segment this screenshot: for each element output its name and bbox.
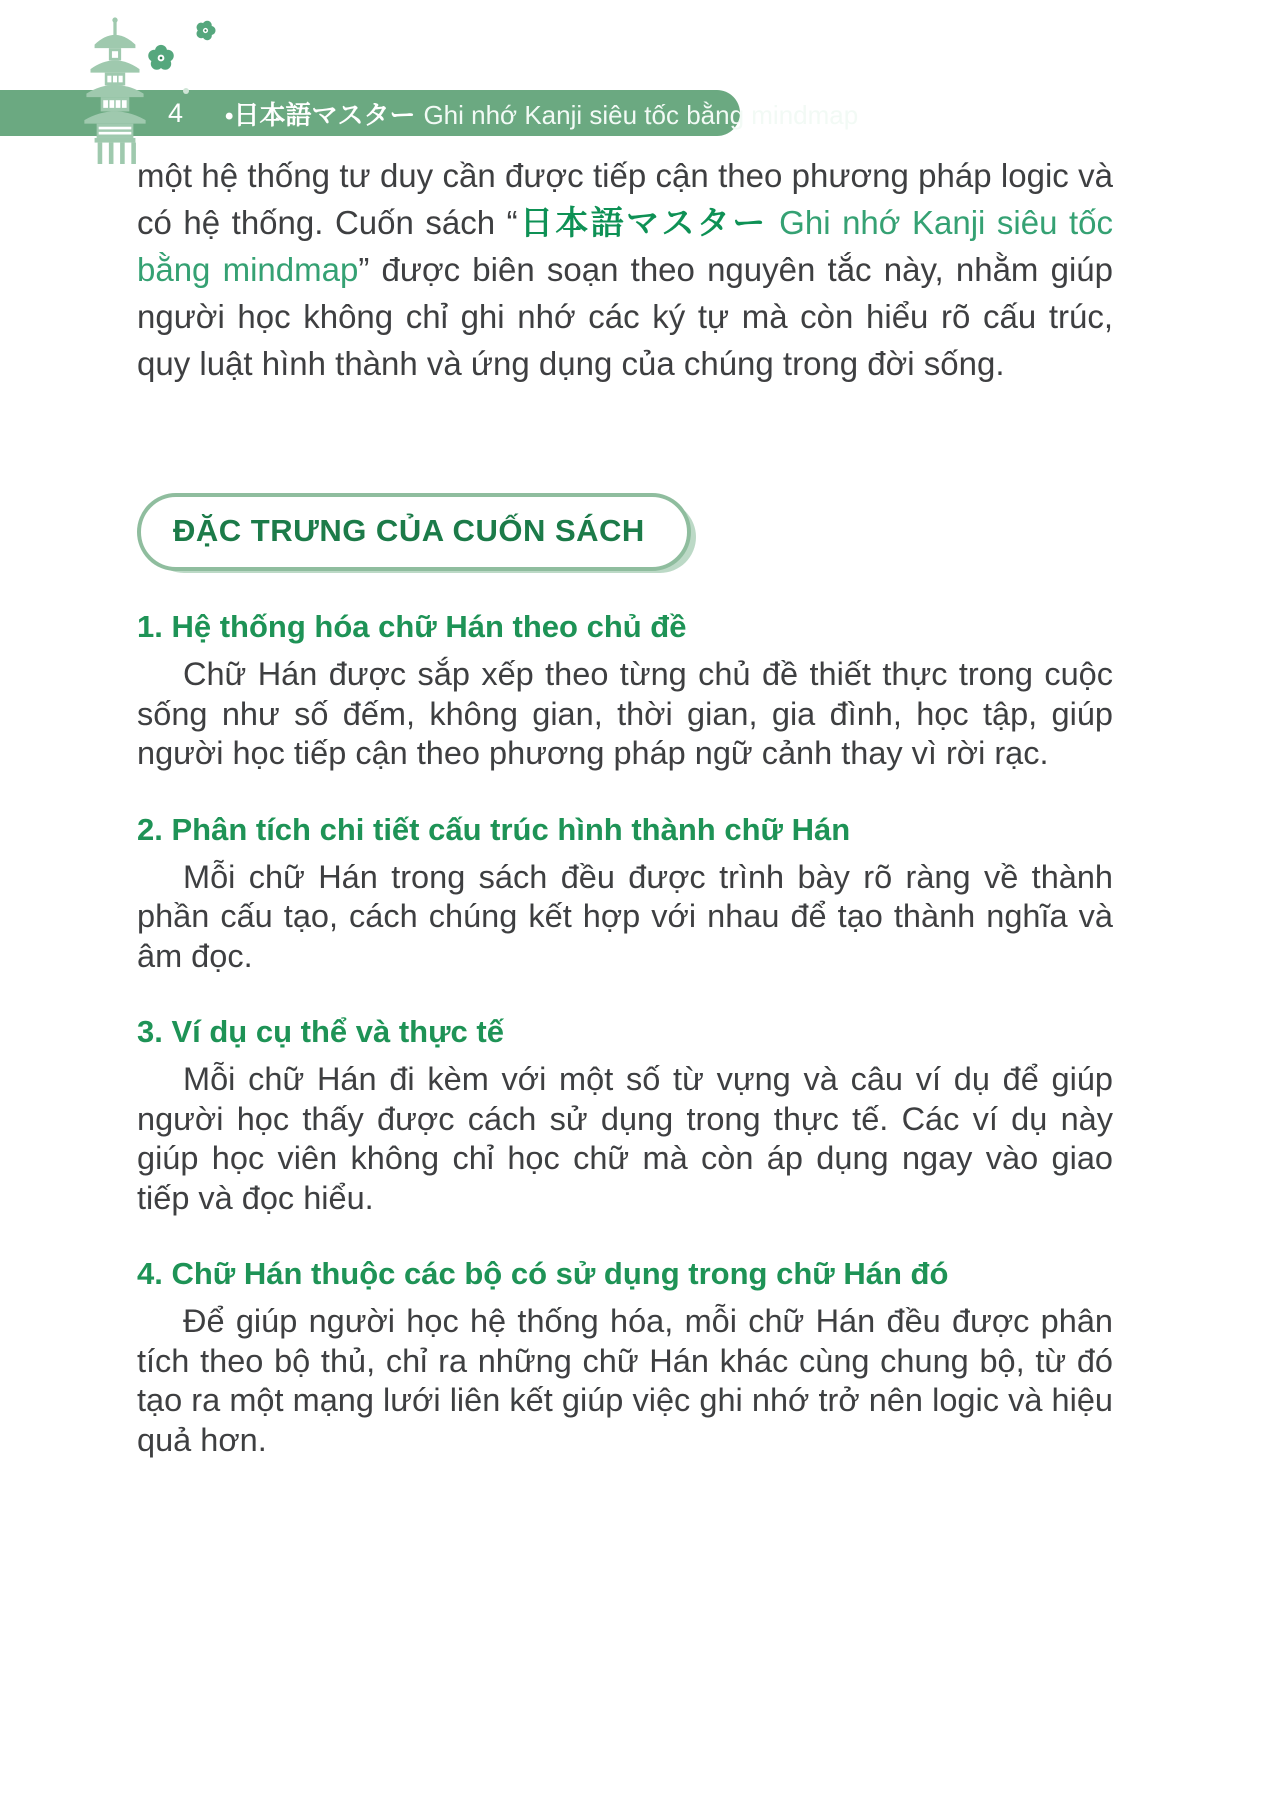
section-3-heading: 3. Ví dụ cụ thể và thực tế	[137, 1014, 504, 1049]
section-3	[137, 1014, 1113, 1218]
section-1-heading: 1. Hệ thống hóa chữ Hán theo chủ đề	[137, 609, 687, 644]
page-number: 4	[168, 97, 184, 128]
section-2-heading: 2. Phân tích chi tiết cấu trúc hình thành chữ Hán	[137, 811, 851, 847]
pagoda-icon	[84, 16, 146, 164]
section-3-body: Mỗi chữ Hán đi kèm với một số từ vựng và câu ví dụ để giúp người học thấy được cách sử dụng trong thực tế. Các ví dụ này giúp học viên không chỉ học chữ mà còn áp dụng ngay vào giao tiếp và đọc hiểu.	[137, 1061, 1113, 1216]
section-2-body: Mỗi chữ Hán trong sách đều được trình bày rõ ràng về thành phần cấu tạo, cách chúng kết hợp với nhau để tạo thành nghĩa và âm đọc.	[137, 858, 1113, 974]
page-content	[137, 152, 1113, 1460]
intro-text-before: một hệ thống tư duy cần được tiếp cận theo phương pháp logic và có hệ thống. Cuốn sách “	[137, 157, 1113, 241]
book-title-vietnamese: Ghi nhớ Kanji siêu tốc bằng mindmap	[137, 204, 1114, 288]
section-4-body: Để giúp người học hệ thống hóa, mỗi chữ Hán đều được phân tích theo bộ thủ, chỉ ra những chữ Hán khác cùng chung bộ, từ đó tạo ra một mạng lưới liên kết giúp việc ghi nhớ trở nên logic và hiệu quả hơn.	[137, 1303, 1113, 1458]
running-head-kanji: 日本語マスター	[233, 99, 416, 130]
flower-icon	[191, 16, 220, 45]
features-box-title: ĐẶC TRƯNG CỦA CUỐN SÁCH	[137, 493, 691, 571]
section-1-body: Chữ Hán được sắp xếp theo từng chủ đề thiết thực trong cuộc sống như số đếm, không gian, thời gian, gia đình, học tập, giúp người học tiếp cận theo phương pháp ngữ cảnh thay vì rời rạc.	[137, 656, 1113, 771]
section-4-heading: 4. Chữ Hán thuộc các bộ có sử dụng trong chữ Hán đó	[137, 1256, 949, 1291]
intro-paragraph	[137, 152, 1113, 387]
running-head	[225, 95, 858, 132]
section-2	[137, 812, 1113, 977]
section-4	[137, 1256, 1113, 1460]
book-title-kanji: 日本語マスター	[517, 204, 768, 241]
features-box-wrapper	[137, 493, 1113, 571]
bullet-icon: •	[225, 102, 234, 130]
section-1	[137, 609, 1113, 774]
running-head-subtitle: Ghi nhớ Kanji siêu tốc bằng mindmap	[423, 99, 859, 130]
decorative-dot	[183, 88, 189, 94]
intro-text-after: ” được biên soạn theo nguyên tắc này, nhằm giúp người học không chỉ ghi nhớ các ký tự mà còn hiểu rõ cấu trúc, quy luật hình thành và ứng dụng của chúng trong đời sống.	[137, 251, 1114, 382]
flower-icon	[146, 43, 176, 73]
